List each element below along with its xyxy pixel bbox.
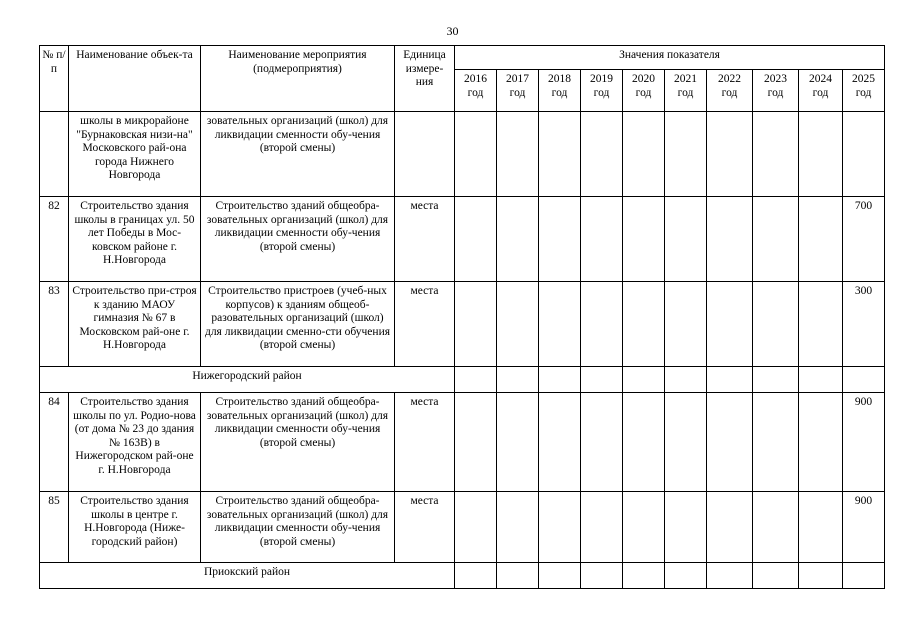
- section-title: Приокский район: [40, 563, 455, 589]
- empty-cell: [665, 367, 707, 393]
- value-2016: [455, 393, 497, 492]
- empty-cell: [707, 367, 753, 393]
- header-row: [40, 46, 885, 70]
- object-name: Строительство здания школы в границах ул. 50 лет Победы в Мос-ковском районе г. Н.Новгорода: [69, 197, 201, 282]
- value-2018: [539, 197, 581, 282]
- value-2023: [753, 393, 799, 492]
- row-number: [40, 112, 69, 197]
- indicator-table: [39, 45, 885, 589]
- empty-cell: [455, 563, 497, 589]
- value-2017: [497, 393, 539, 492]
- value-2022: [707, 197, 753, 282]
- header-year: 2019 год: [581, 70, 623, 112]
- header-year: 2021 год: [665, 70, 707, 112]
- unit: места: [395, 492, 455, 563]
- value-2021: [665, 393, 707, 492]
- table-row: [40, 112, 885, 197]
- table-row: [40, 393, 885, 492]
- value-2024: [799, 197, 843, 282]
- empty-cell: [799, 367, 843, 393]
- value-2017: [497, 492, 539, 563]
- unit: места: [395, 282, 455, 367]
- unit: места: [395, 197, 455, 282]
- value-2019: [581, 112, 623, 197]
- value-2016: [455, 282, 497, 367]
- value-2018: [539, 282, 581, 367]
- empty-cell: [753, 367, 799, 393]
- page-number: 30: [446, 24, 459, 38]
- header-activity-name: Наименование мероприятия (подмероприятия): [201, 46, 395, 112]
- header-year: 2017 год: [497, 70, 539, 112]
- value-2020: [623, 282, 665, 367]
- value-2025: 300: [843, 282, 885, 367]
- value-2022: [707, 393, 753, 492]
- object-name: школы в микрорайоне "Бурнаковская низи-на" Московского рай-она города Нижнего Новгорода: [69, 112, 201, 197]
- value-2020: [623, 197, 665, 282]
- header-indicator-values: Значения показателя: [455, 46, 885, 70]
- value-2017: [497, 112, 539, 197]
- value-2019: [581, 197, 623, 282]
- activity-name: Строительство зданий общеобра-зовательных организаций (школ) для ликвидации сменности обу-чения (второй смены): [201, 197, 395, 282]
- empty-cell: [843, 367, 885, 393]
- empty-cell: [497, 563, 539, 589]
- value-2022: [707, 282, 753, 367]
- value-2016: [455, 112, 497, 197]
- value-2023: [753, 112, 799, 197]
- section-row: [40, 367, 885, 393]
- value-2021: [665, 282, 707, 367]
- table-row: [40, 197, 885, 282]
- empty-cell: [497, 367, 539, 393]
- row-number: 83: [40, 282, 69, 367]
- unit: места: [395, 393, 455, 492]
- empty-cell: [581, 367, 623, 393]
- empty-cell: [539, 563, 581, 589]
- header-object-name: Наименование объек-та: [69, 46, 201, 112]
- section-title: Нижегородский район: [40, 367, 455, 393]
- value-2024: [799, 112, 843, 197]
- value-2019: [581, 282, 623, 367]
- header-year: 2022 год: [707, 70, 753, 112]
- activity-name: Строительство зданий общеобра-зовательных организаций (школ) для ликвидации сменности обу-чения (второй смены): [201, 492, 395, 563]
- header-year: 2025 год: [843, 70, 885, 112]
- value-2023: [753, 197, 799, 282]
- value-2017: [497, 282, 539, 367]
- empty-cell: [623, 563, 665, 589]
- empty-cell: [753, 563, 799, 589]
- table-row: [40, 282, 885, 367]
- empty-cell: [539, 367, 581, 393]
- table-row: [40, 492, 885, 563]
- section-row: [40, 563, 885, 589]
- value-2018: [539, 393, 581, 492]
- value-2021: [665, 112, 707, 197]
- header-year: 2020 год: [623, 70, 665, 112]
- activity-name: Строительство зданий общеобра-зовательных организаций (школ) для ликвидации сменности обу-чения (второй смены): [201, 393, 395, 492]
- header-number: № п/п: [40, 46, 69, 112]
- value-2025: 700: [843, 197, 885, 282]
- value-2019: [581, 492, 623, 563]
- value-2025: 900: [843, 492, 885, 563]
- object-name: Строительство здания школы в центре г. Н.Новгорода (Ниже-городский район): [69, 492, 201, 563]
- value-2024: [799, 492, 843, 563]
- row-number: 82: [40, 197, 69, 282]
- empty-cell: [799, 563, 843, 589]
- object-name: Строительство здания школы по ул. Родио-нова (от дома № 23 до здания № 163В) в Нижегородском рай-оне г. Н.Новгорода: [69, 393, 201, 492]
- activity-name: зовательных организаций (школ) для ликвидации сменности обу-чения (второй смены): [201, 112, 395, 197]
- header-year: 2018 год: [539, 70, 581, 112]
- value-2021: [665, 492, 707, 563]
- value-2022: [707, 492, 753, 563]
- unit: [395, 112, 455, 197]
- value-2025: 900: [843, 393, 885, 492]
- empty-cell: [665, 563, 707, 589]
- value-2018: [539, 492, 581, 563]
- empty-cell: [707, 563, 753, 589]
- value-2024: [799, 393, 843, 492]
- value-2022: [707, 112, 753, 197]
- empty-cell: [623, 367, 665, 393]
- object-name: Строительство при-строя к зданию МАОУ гимназия № 67 в Московском рай-оне г. Н.Новгорода: [69, 282, 201, 367]
- row-number: 84: [40, 393, 69, 492]
- header-year: 2016 год: [455, 70, 497, 112]
- value-2020: [623, 112, 665, 197]
- empty-cell: [843, 563, 885, 589]
- row-number: 85: [40, 492, 69, 563]
- value-2017: [497, 197, 539, 282]
- header-unit: Единица измере-ния: [395, 46, 455, 112]
- value-2016: [455, 197, 497, 282]
- activity-name: Строительство пристроев (учеб-ных корпусов) к зданиям общеоб-разовательных организаций (школ) для ликвидации сменно-сти обучения (второй смены): [201, 282, 395, 367]
- header-year: 2024 год: [799, 70, 843, 112]
- value-2023: [753, 492, 799, 563]
- empty-cell: [581, 563, 623, 589]
- value-2019: [581, 393, 623, 492]
- value-2021: [665, 197, 707, 282]
- value-2023: [753, 282, 799, 367]
- value-2016: [455, 492, 497, 563]
- value-2024: [799, 282, 843, 367]
- header-year: 2023 год: [753, 70, 799, 112]
- value-2020: [623, 393, 665, 492]
- value-2020: [623, 492, 665, 563]
- value-2025: [843, 112, 885, 197]
- value-2018: [539, 112, 581, 197]
- empty-cell: [455, 367, 497, 393]
